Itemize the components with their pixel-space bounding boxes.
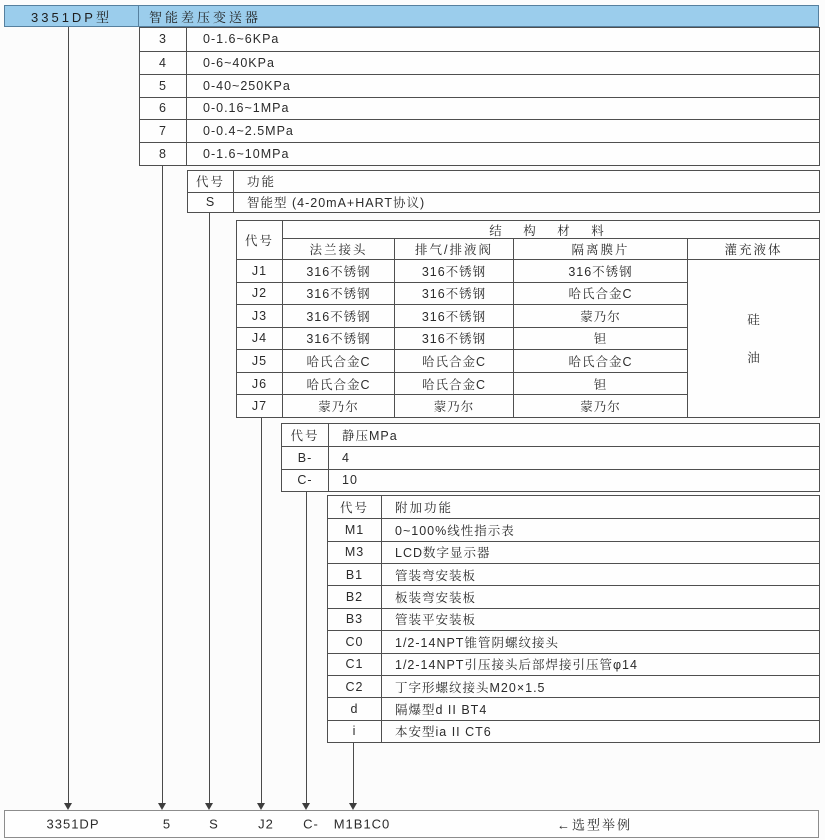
materials-row-code: J2 — [237, 282, 282, 305]
range-row-value: 0-1.6~6KPa — [186, 28, 819, 51]
example-material: J2 — [258, 816, 274, 832]
addon-row-value: 板装弯安装板 — [381, 585, 819, 607]
materials-fill-fluid-cell — [687, 259, 819, 417]
materials-cell: 哈氏合金C — [282, 349, 394, 372]
materials-cell: 蒙乃尔 — [394, 394, 513, 417]
materials-row-code: J1 — [237, 259, 282, 282]
static-row-value: 4 — [328, 446, 819, 468]
example-model: 3351DP — [46, 816, 100, 832]
connector-line-material — [261, 418, 262, 803]
arrow-down-icon — [158, 803, 166, 810]
materials-col-header: 隔离膜片 — [513, 238, 687, 259]
arrow-down-icon — [257, 803, 265, 810]
range-row-code: 8 — [140, 142, 186, 165]
static-name-header: 静压MPa — [328, 424, 819, 446]
addons-code-header: 代号 — [339, 501, 369, 516]
arrow-down-icon — [302, 803, 310, 810]
materials-col-header: 排气/排液阀 — [394, 238, 513, 259]
function-name-header: 功能 — [233, 171, 819, 192]
range-row-code: 4 — [140, 51, 186, 74]
addon-row-value: 1/2-14NPT引压接头后部焊接引压管φ14 — [381, 653, 819, 675]
connector-line-function — [209, 213, 210, 803]
range-row-value: 0-0.16~1MPa — [186, 97, 819, 120]
materials-cell: 316不锈钢 — [282, 282, 394, 305]
addon-row-code: M3 — [328, 541, 381, 563]
addon-row-value: 0~100%线性指示表 — [381, 518, 819, 540]
materials-cell: 哈氏合金C — [513, 349, 687, 372]
arrow-down-icon — [205, 803, 213, 810]
materials-cell: 316不锈钢 — [282, 304, 394, 327]
addon-row-value: 丁字形螺纹接头M20×1.5 — [381, 675, 819, 697]
static-row-code: B- — [282, 446, 328, 468]
range-row-code: 5 — [140, 74, 186, 97]
addons-name-header: 附加功能 — [381, 496, 819, 518]
range-row-value: 0-40~250KPa — [186, 74, 819, 97]
materials-col-header: 法兰接头 — [282, 238, 394, 259]
product-title: 智能差压变送器 — [138, 6, 818, 26]
function-row-value: 智能型 (4-20mA+HART协议) — [233, 192, 819, 213]
range-row-code: 6 — [140, 97, 186, 120]
addon-row-code: B2 — [328, 585, 381, 607]
materials-cell: 蒙乃尔 — [513, 394, 687, 417]
arrow-down-icon — [349, 803, 357, 810]
function-table — [187, 170, 820, 213]
materials-cell: 316不锈钢 — [394, 282, 513, 305]
connector-line-static — [306, 492, 307, 803]
example-row — [4, 810, 819, 838]
connector-line-range — [162, 166, 163, 803]
connector-line-addons — [353, 743, 354, 803]
addon-row-value: 管装弯安装板 — [381, 563, 819, 585]
arrow-down-icon — [64, 803, 72, 810]
materials-row-code: J3 — [237, 304, 282, 327]
static-pressure-table — [281, 423, 820, 492]
function-code-header: 代号 — [195, 175, 225, 190]
materials-cell: 钽 — [513, 372, 687, 395]
example-range: 5 — [162, 816, 172, 832]
addon-row-code: B1 — [328, 563, 381, 585]
example-static: C- — [303, 816, 319, 832]
addon-row-value: 隔爆型d II BT4 — [381, 697, 819, 719]
materials-cell: 316不锈钢 — [513, 259, 687, 282]
materials-group-header: 结 构 材 料 — [282, 221, 819, 238]
range-row-value: 0-6~40KPa — [186, 51, 819, 74]
materials-row-code: J4 — [237, 327, 282, 350]
range-row-value: 0-0.4~2.5MPa — [186, 119, 819, 142]
static-row-value: 10 — [328, 469, 819, 491]
materials-cell: 哈氏合金C — [513, 282, 687, 305]
connector-line-model — [68, 27, 69, 803]
static-row-code: C- — [282, 469, 328, 491]
fill-fluid-line: 油 — [747, 351, 760, 366]
addon-row-code: d — [328, 697, 381, 719]
materials-row-code: J6 — [237, 372, 282, 395]
addons-table — [327, 495, 820, 743]
range-row-code: 3 — [159, 32, 167, 47]
materials-row-code: J5 — [237, 349, 282, 372]
range-row-code: 7 — [140, 119, 186, 142]
materials-cell: 316不锈钢 — [282, 327, 394, 350]
materials-code-header: 代号 — [244, 234, 274, 248]
range-row-value: 0-1.6~10MPa — [186, 142, 819, 165]
addon-row-value: 管装平安装板 — [381, 608, 819, 630]
materials-cell: 316不锈钢 — [394, 327, 513, 350]
addon-row-code: C1 — [328, 653, 381, 675]
static-code-header: 代号 — [290, 429, 320, 444]
range-table — [139, 27, 820, 166]
example-function: S — [209, 816, 219, 832]
addon-row-code: C2 — [328, 675, 381, 697]
materials-col-header: 灌充液体 — [687, 238, 819, 259]
materials-cell: 蒙乃尔 — [513, 304, 687, 327]
addon-row-value: 1/2-14NPT锥管阴螺纹接头 — [381, 630, 819, 652]
function-row-code: S — [188, 192, 233, 213]
materials-cell: 哈氏合金C — [282, 372, 394, 395]
sheet-header — [4, 5, 819, 27]
materials-cell: 316不锈钢 — [282, 259, 394, 282]
materials-table — [236, 220, 820, 418]
addon-row-value: 本安型ia II CT6 — [381, 720, 819, 742]
materials-cell: 蒙乃尔 — [282, 394, 394, 417]
addon-row-code: C0 — [328, 630, 381, 652]
model-title: 3351DP型 — [31, 9, 112, 25]
addon-row-code: i — [328, 720, 381, 742]
materials-cell: 钽 — [513, 327, 687, 350]
materials-cell: 316不锈钢 — [394, 259, 513, 282]
addon-row-code: B3 — [328, 608, 381, 630]
fill-fluid-line: 硅 — [747, 313, 760, 328]
addon-row-code: M1 — [328, 518, 381, 540]
materials-cell: 哈氏合金C — [394, 372, 513, 395]
materials-cell: 316不锈钢 — [394, 304, 513, 327]
example-note: ←选型举例 — [557, 817, 633, 833]
materials-cell: 哈氏合金C — [394, 349, 513, 372]
example-addons: M1B1C0 — [333, 816, 391, 832]
addon-row-value: LCD数字显示器 — [381, 541, 819, 563]
materials-row-code: J7 — [237, 394, 282, 417]
